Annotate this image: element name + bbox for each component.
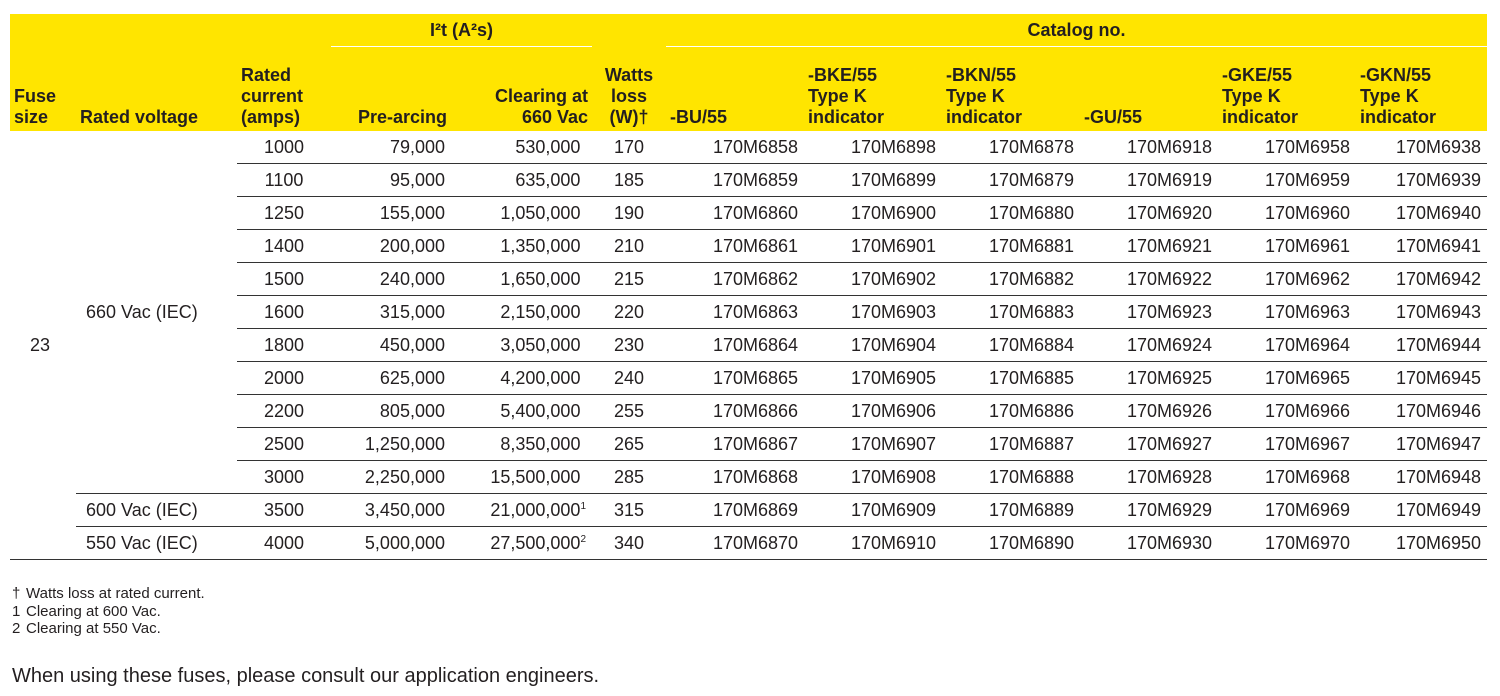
watts-loss-cell: 255 <box>592 395 666 428</box>
catalog-gke-cell: 170M6961 <box>1218 230 1356 263</box>
catalog-bu-cell: 170M6869 <box>666 494 804 527</box>
catalog-bkn-cell: 170M6881 <box>942 230 1080 263</box>
clearing-value: 530,000 <box>515 136 581 157</box>
catalog-bu-cell: 170M6865 <box>666 362 804 395</box>
catalog-gkn-cell: 170M6950 <box>1356 527 1487 560</box>
clearing-cell <box>451 197 592 230</box>
rated-current-cell: 2500 <box>237 428 331 461</box>
catalog-bu-cell: 170M6868 <box>666 461 804 494</box>
catalog-bke-cell: 170M6904 <box>804 329 942 362</box>
catalog-bu-cell: 170M6864 <box>666 329 804 362</box>
catalog-gkn-cell: 170M6943 <box>1356 296 1487 329</box>
catalog-gu-cell: 170M6920 <box>1080 197 1218 230</box>
clearing-value: 2,150,000 <box>500 301 581 322</box>
catalog-gu-header: -GU/55 <box>1080 47 1218 131</box>
catalog-gke-cell: 170M6963 <box>1218 296 1356 329</box>
clearing-cell <box>451 164 592 197</box>
catalog-gu-cell: 170M6922 <box>1080 263 1218 296</box>
catalog-bkn-cell: 170M6888 <box>942 461 1080 494</box>
clearing-value: 1,650,000 <box>500 268 581 289</box>
rated-current-cell: 1400 <box>237 230 331 263</box>
clearing-value: 8,350,000 <box>500 433 581 454</box>
rated-current-cell: 4000 <box>237 527 331 560</box>
catalog-gke-cell: 170M6964 <box>1218 329 1356 362</box>
table-body <box>10 131 1487 560</box>
catalog-bke-cell: 170M6899 <box>804 164 942 197</box>
rated-voltage-header: Rated voltage <box>76 47 237 131</box>
catalog-gke-cell: 170M6970 <box>1218 527 1356 560</box>
catalog-gke-cell: 170M6959 <box>1218 164 1356 197</box>
pre-arcing-cell: 79,000 <box>331 131 451 164</box>
clearing-value: 15,500,000 <box>490 466 581 487</box>
catalog-bkn-cell: 170M6884 <box>942 329 1080 362</box>
rated-current-cell: 2200 <box>237 395 331 428</box>
catalog-bke-header: -BKE/55 Type K indicator <box>804 47 942 131</box>
rated-current-cell: 3000 <box>237 461 331 494</box>
consult-note: When using these fuses, please consult our application engineers. <box>12 665 600 687</box>
catalog-gke-header: -GKE/55 Type K indicator <box>1218 47 1356 131</box>
catalog-bke-cell: 170M6900 <box>804 197 942 230</box>
clearing-cell <box>451 494 592 527</box>
catalog-group-header: Catalog no. <box>666 14 1487 47</box>
clearing-cell <box>451 362 592 395</box>
catalog-bke-cell: 170M6902 <box>804 263 942 296</box>
table-row <box>10 131 1487 164</box>
watts-loss-cell: 240 <box>592 362 666 395</box>
clearing-value: 3,050,000 <box>500 334 581 355</box>
clearing-value: 1,350,000 <box>500 235 581 256</box>
rated-voltage-cell: 550 Vac (IEC) <box>76 527 237 560</box>
pre-arcing-cell: 240,000 <box>331 263 451 296</box>
catalog-bkn-cell: 170M6878 <box>942 131 1080 164</box>
catalog-bke-cell: 170M6910 <box>804 527 942 560</box>
catalog-bkn-cell: 170M6879 <box>942 164 1080 197</box>
catalog-gu-cell: 170M6926 <box>1080 395 1218 428</box>
catalog-gu-cell: 170M6921 <box>1080 230 1218 263</box>
catalog-bke-cell: 170M6901 <box>804 230 942 263</box>
catalog-gkn-cell: 170M6941 <box>1356 230 1487 263</box>
rated-voltage-cell: 600 Vac (IEC) <box>76 494 237 527</box>
footnote-mark: 2 <box>12 620 21 637</box>
catalog-gu-cell: 170M6930 <box>1080 527 1218 560</box>
pre-arcing-cell: 200,000 <box>331 230 451 263</box>
clearing-cell <box>451 527 592 560</box>
watts-loss-cell: 210 <box>592 230 666 263</box>
header-blank <box>10 14 76 47</box>
catalog-bkn-cell: 170M6880 <box>942 197 1080 230</box>
clearing-cell <box>451 230 592 263</box>
catalog-bke-cell: 170M6903 <box>804 296 942 329</box>
pre-arcing-cell: 450,000 <box>331 329 451 362</box>
catalog-bkn-cell: 170M6883 <box>942 296 1080 329</box>
table-row <box>10 527 1487 560</box>
footnote-ref: 1 <box>580 500 587 512</box>
clearing-value: 1,050,000 <box>500 202 581 223</box>
pre-arcing-cell: 155,000 <box>331 197 451 230</box>
catalog-bke-cell: 170M6908 <box>804 461 942 494</box>
catalog-bke-cell: 170M6909 <box>804 494 942 527</box>
catalog-bkn-cell: 170M6885 <box>942 362 1080 395</box>
pre-arcing-cell: 315,000 <box>331 296 451 329</box>
rated-current-cell: 2000 <box>237 362 331 395</box>
footnotes <box>12 585 205 638</box>
pre-arcing-header: Pre-arcing <box>331 47 451 131</box>
catalog-gkn-header: -GKN/55 Type K indicator <box>1356 47 1487 131</box>
clearing-cell <box>451 329 592 362</box>
fuse-spec-table-container <box>10 14 1487 560</box>
footnote-mark: † <box>12 585 21 602</box>
watts-loss-cell: 265 <box>592 428 666 461</box>
catalog-gu-cell: 170M6919 <box>1080 164 1218 197</box>
catalog-bu-cell: 170M6861 <box>666 230 804 263</box>
i2t-group-header: I²t (A²s) <box>331 14 592 47</box>
watts-loss-cell: 285 <box>592 461 666 494</box>
catalog-gkn-cell: 170M6946 <box>1356 395 1487 428</box>
watts-loss-cell: 170 <box>592 131 666 164</box>
catalog-gkn-cell: 170M6942 <box>1356 263 1487 296</box>
catalog-gke-cell: 170M6960 <box>1218 197 1356 230</box>
clearing-header: Clearing at 660 Vac <box>451 47 592 131</box>
catalog-gkn-cell: 170M6940 <box>1356 197 1487 230</box>
catalog-gkn-cell: 170M6948 <box>1356 461 1487 494</box>
catalog-bu-cell: 170M6860 <box>666 197 804 230</box>
catalog-gkn-cell: 170M6944 <box>1356 329 1487 362</box>
pre-arcing-cell: 2,250,000 <box>331 461 451 494</box>
footnote-text: Watts loss at rated current. <box>26 585 205 602</box>
watts-loss-cell: 220 <box>592 296 666 329</box>
catalog-bke-cell: 170M6905 <box>804 362 942 395</box>
clearing-value: 21,000,000 <box>490 499 581 520</box>
catalog-bu-cell: 170M6866 <box>666 395 804 428</box>
watts-loss-cell: 340 <box>592 527 666 560</box>
catalog-bkn-cell: 170M6886 <box>942 395 1080 428</box>
footnote <box>12 585 205 603</box>
catalog-bu-cell: 170M6859 <box>666 164 804 197</box>
watts-loss-cell: 190 <box>592 197 666 230</box>
pre-arcing-cell: 805,000 <box>331 395 451 428</box>
catalog-gke-cell: 170M6968 <box>1218 461 1356 494</box>
rated-current-cell: 1800 <box>237 329 331 362</box>
rated-current-cell: 1600 <box>237 296 331 329</box>
clearing-cell <box>451 131 592 164</box>
clearing-cell <box>451 263 592 296</box>
catalog-bkn-cell: 170M6890 <box>942 527 1080 560</box>
catalog-bu-cell: 170M6863 <box>666 296 804 329</box>
pre-arcing-cell: 625,000 <box>331 362 451 395</box>
table-row <box>10 494 1487 527</box>
catalog-bkn-cell: 170M6889 <box>942 494 1080 527</box>
catalog-gu-cell: 170M6923 <box>1080 296 1218 329</box>
rated-current-cell: 1500 <box>237 263 331 296</box>
catalog-gu-cell: 170M6929 <box>1080 494 1218 527</box>
watts-loss-cell: 185 <box>592 164 666 197</box>
pre-arcing-cell: 1,250,000 <box>331 428 451 461</box>
catalog-bu-header: -BU/55 <box>666 47 804 131</box>
catalog-bkn-header: -BKN/55 Type K indicator <box>942 47 1080 131</box>
catalog-bkn-cell: 170M6887 <box>942 428 1080 461</box>
catalog-gkn-cell: 170M6938 <box>1356 131 1487 164</box>
footnote <box>12 620 205 638</box>
catalog-bu-cell: 170M6862 <box>666 263 804 296</box>
fuse-size-cell: 23 <box>10 131 76 560</box>
rated-voltage-cell: 660 Vac (IEC) <box>76 131 237 494</box>
catalog-gke-cell: 170M6958 <box>1218 131 1356 164</box>
catalog-bu-cell: 170M6870 <box>666 527 804 560</box>
pre-arcing-cell: 5,000,000 <box>331 527 451 560</box>
footnote-mark: 1 <box>12 602 21 620</box>
catalog-gu-cell: 170M6928 <box>1080 461 1218 494</box>
clearing-cell <box>451 461 592 494</box>
catalog-gkn-cell: 170M6949 <box>1356 494 1487 527</box>
clearing-value: 27,500,000 <box>490 532 581 553</box>
catalog-gu-cell: 170M6925 <box>1080 362 1218 395</box>
clearing-cell <box>451 428 592 461</box>
catalog-bke-cell: 170M6907 <box>804 428 942 461</box>
catalog-bke-cell: 170M6898 <box>804 131 942 164</box>
table-header <box>10 14 1487 131</box>
fuse-size-header: Fuse size <box>10 47 76 131</box>
rated-current-cell: 3500 <box>237 494 331 527</box>
clearing-value: 635,000 <box>515 169 581 190</box>
rated-current-header: Rated current (amps) <box>237 47 331 131</box>
catalog-gu-cell: 170M6924 <box>1080 329 1218 362</box>
clearing-cell <box>451 395 592 428</box>
catalog-gkn-cell: 170M6939 <box>1356 164 1487 197</box>
catalog-gke-cell: 170M6965 <box>1218 362 1356 395</box>
clearing-value: 5,400,000 <box>500 400 581 421</box>
footnote <box>12 603 205 621</box>
footnote-text: Clearing at 550 Vac. <box>26 620 161 637</box>
catalog-gkn-cell: 170M6947 <box>1356 428 1487 461</box>
clearing-value: 4,200,000 <box>500 367 581 388</box>
catalog-gke-cell: 170M6969 <box>1218 494 1356 527</box>
watts-loss-header: Watts loss (W)† <box>592 47 666 131</box>
catalog-bu-cell: 170M6867 <box>666 428 804 461</box>
rated-current-cell: 1100 <box>237 164 331 197</box>
footnote-ref: 2 <box>580 533 587 545</box>
rated-current-cell: 1000 <box>237 131 331 164</box>
watts-loss-cell: 315 <box>592 494 666 527</box>
fuse-spec-table <box>10 14 1487 560</box>
catalog-gu-cell: 170M6927 <box>1080 428 1218 461</box>
watts-loss-cell: 230 <box>592 329 666 362</box>
catalog-gke-cell: 170M6967 <box>1218 428 1356 461</box>
catalog-gkn-cell: 170M6945 <box>1356 362 1487 395</box>
pre-arcing-cell: 95,000 <box>331 164 451 197</box>
catalog-gu-cell: 170M6918 <box>1080 131 1218 164</box>
pre-arcing-cell: 3,450,000 <box>331 494 451 527</box>
footnote-text: Clearing at 600 Vac. <box>26 602 161 620</box>
watts-loss-cell: 215 <box>592 263 666 296</box>
catalog-gke-cell: 170M6966 <box>1218 395 1356 428</box>
catalog-bke-cell: 170M6906 <box>804 395 942 428</box>
rated-current-cell: 1250 <box>237 197 331 230</box>
catalog-bkn-cell: 170M6882 <box>942 263 1080 296</box>
catalog-bu-cell: 170M6858 <box>666 131 804 164</box>
catalog-gke-cell: 170M6962 <box>1218 263 1356 296</box>
clearing-cell <box>451 296 592 329</box>
